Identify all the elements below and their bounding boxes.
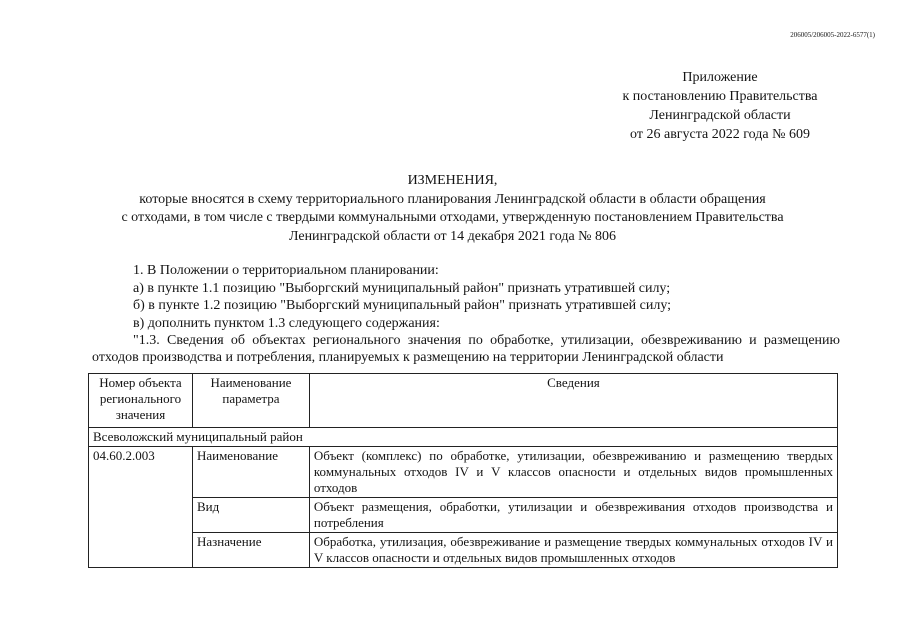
heading-title: ИЗМЕНЕНИЯ,	[407, 173, 498, 188]
heading-line: Ленинградской области от 14 декабря 2021 года № 806	[288, 228, 617, 244]
param-cell: Наименование	[192, 447, 309, 498]
document-heading	[0, 172, 905, 246]
table-header-cell: Номер объекта регионального значения	[89, 374, 193, 428]
paragraph: "1.3. Сведения об объектах регионального значения по обработке, утилизации, обезвреживанию и размещению	[133, 333, 840, 348]
appendix-line: от 26 августа 2022 года № 609	[630, 127, 810, 142]
heading-line: с отходами, в том числе с твердыми коммунальными отходами, утвержденную постановлением Правительства	[121, 210, 784, 225]
document-id: 206005/206005-2022-6577(1)	[790, 31, 875, 39]
table-row	[89, 533, 838, 568]
table-header-cell: Наименование параметра	[192, 374, 309, 428]
table-row	[89, 447, 838, 498]
value-cell: Объект (комплекс) по обработке, утилизации, обезвреживанию и размещению твердых коммунальных отходов IV и V классов опасности и отдельных видов промышленных отходов	[309, 447, 837, 498]
paragraph: б) в пункте 1.2 позицию "Выборгский муниципальный район" признать утратившей силу;	[133, 298, 672, 313]
district-cell: Всеволожский муниципальный район	[89, 428, 838, 447]
appendix-line: к постановлению Правительства	[622, 89, 818, 104]
paragraph: отходов производства и потребления, планируемых к размещению на территории Ленинградской области	[92, 350, 724, 365]
param-cell: Назначение	[192, 533, 309, 568]
param-cell: Вид	[192, 498, 309, 533]
value-cell: Обработка, утилизация, обезвреживание и размещение твердых коммунальных отходов IV и V классов опасности и отдельных видов промышленных отходов	[309, 533, 837, 568]
paragraph: 1. В Положении о территориальном планировании:	[133, 263, 439, 278]
paragraph: в) дополнить пунктом 1.3 следующего содержания:	[133, 316, 440, 331]
table-row	[89, 428, 838, 447]
object-number-cell: 04.60.2.003	[89, 447, 193, 568]
objects-table	[88, 373, 838, 568]
table-header-row	[89, 374, 838, 428]
appendix-block	[590, 68, 850, 144]
heading-line: которые вносятся в схему территориального планирования Ленинградской области в области обращения	[139, 191, 766, 207]
value-cell: Объект размещения, обработки, утилизации и обезвреживания отходов производства и потребления	[309, 498, 837, 533]
appendix-line: Ленинградской области	[649, 108, 791, 123]
table-header-cell: Сведения	[309, 374, 837, 428]
table-row	[89, 498, 838, 533]
appendix-line: Приложение	[682, 70, 758, 85]
paragraph: а) в пункте 1.1 позицию "Выборгский муниципальный район" признать утратившей силу;	[133, 281, 671, 296]
